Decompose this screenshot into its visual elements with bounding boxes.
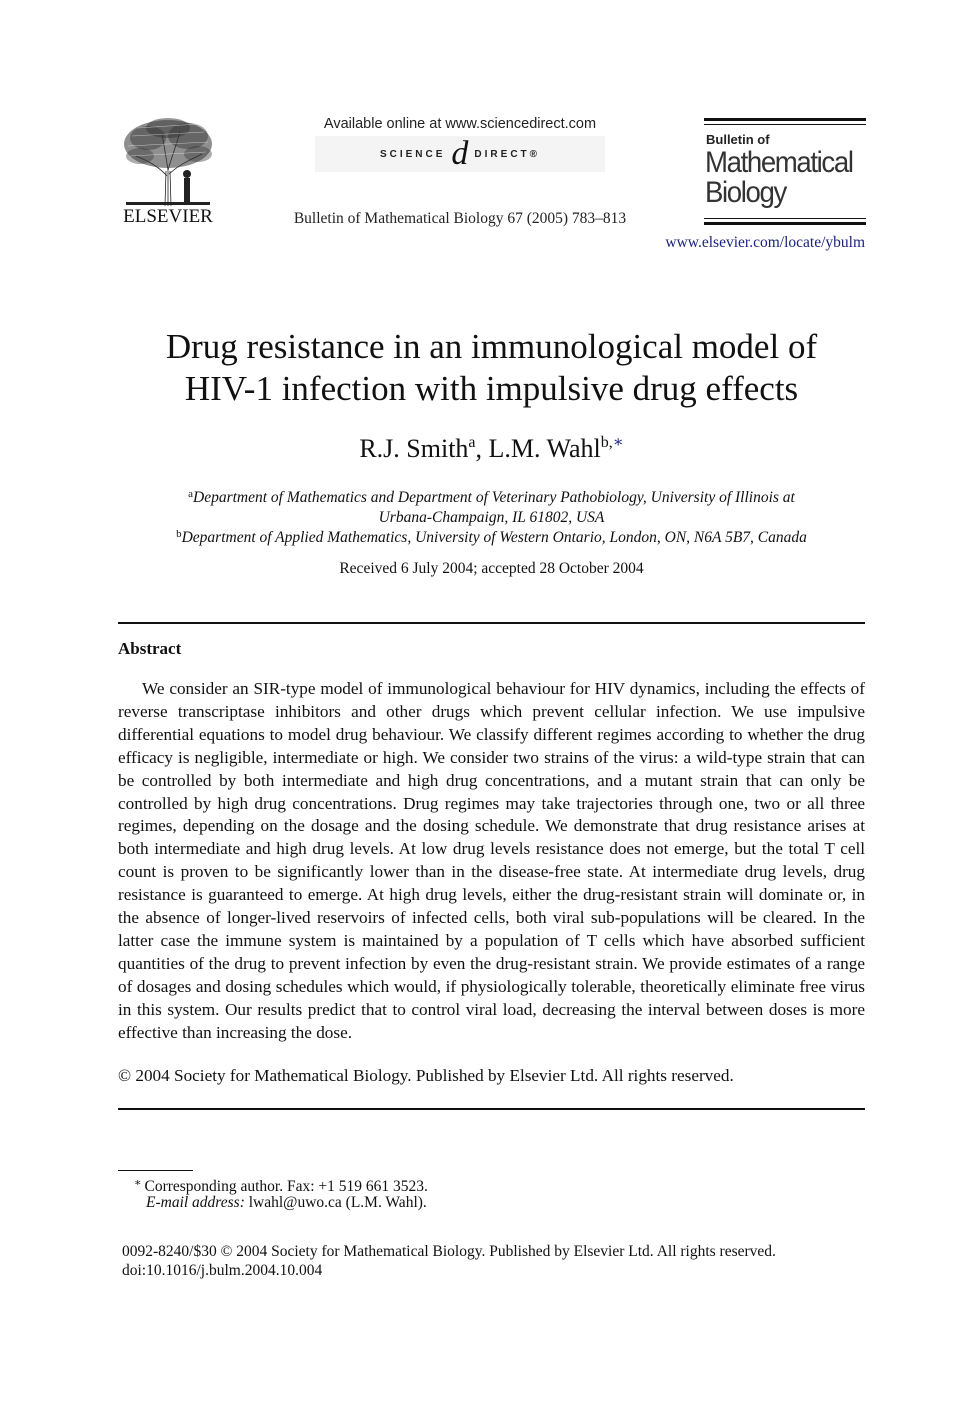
- sciencedirect-logo: [315, 136, 605, 172]
- logo-rule: [704, 118, 866, 121]
- logo-rule: [704, 222, 866, 225]
- author-2-affil-letter: b,: [600, 434, 613, 451]
- author-1: R.J. Smith: [359, 434, 469, 463]
- author-separator: ,: [475, 434, 489, 463]
- abstract-heading: Abstract: [118, 639, 182, 658]
- doi-line[interactable]: doi:10.1016/j.bulm.2004.10.004: [122, 1262, 323, 1279]
- abstract-body: We consider an SIR-type model of immunological behaviour for HIV dynamics, including the effects of reverse transcriptase inhibitors and other drugs which prevent cellular infection. We use impulsive differential equations to model drug behaviour. We classify different regimes according to whether the drug efficacy is negligible, intermediate or high. We consider two strains of the virus: a wild-type strain that can be controlled by both intermediate and high drug concentrations, and a mutant strain that can only be controlled by high drug concentrations. Drug regimes may take trajectories through one, two or all three regimes, depending on the dosage and the dosing schedule. We demonstrate that drug resistance arises at both intermediate and high drug levels. At low drug levels resistance does not emerge, but the total T cell count is proven to be significantly lower than in the disease-free state. At intermediate drug levels, drug resistance is guaranteed to emerge. At high drug levels, either the drug-resistant strain will dominate or, in the absence of longer-lived reservoirs of infected cells, both viral sub-populations will be cleared. In the latter case the immune system is maintained by a population of T cells which have absorbed sufficient quantities of the drug to prevent infection by even the drug-resistant strain. We provide estimates of a range of dosages and dosing schedules which would, if physiologically tolerable, theoretically eliminate free virus in this system. Our results predict that to control viral load, decreasing the interval between doses is more effective than increasing the dose.: [118, 679, 865, 1042]
- author-2: L.M. Wahl: [488, 434, 601, 463]
- affiliation-b-mark: b: [176, 528, 182, 540]
- journal-reference: Bulletin of Mathematical Biology 67 (2005) 783–813: [293, 210, 627, 227]
- corresponding-author-link[interactable]: ∗: [612, 434, 624, 451]
- journal-logo: [704, 118, 866, 228]
- affiliation-a-mark: a: [188, 488, 194, 500]
- affiliation-a-line1: Department of Mathematics and Department of Veterinary Pathobiology, University of Illinois at: [193, 489, 795, 506]
- footnote-rule: [118, 1170, 193, 1171]
- footnote-mark: ∗: [134, 1177, 142, 1189]
- article-title: [118, 326, 865, 410]
- footnote-corresponding: [134, 1176, 428, 1196]
- logo-rule: [704, 218, 866, 219]
- author-list: [118, 432, 865, 464]
- sciencedirect-right: DIRECT®: [474, 148, 541, 160]
- footnote-email: [146, 1194, 427, 1212]
- author-1-affil-mark: a: [468, 434, 476, 451]
- title-line-1: Drug resistance in an immunological model of: [165, 327, 818, 366]
- email-address[interactable]: lwahl@uwo.ca (L.M. Wahl).: [244, 1194, 427, 1211]
- abstract-copyright: © 2004 Society for Mathematical Biology. Published by Elsevier Ltd. All rights reserved.: [118, 1066, 734, 1085]
- journal-logo-line1: Bulletin of: [706, 132, 770, 147]
- sciencedirect-banner[interactable]: [300, 116, 620, 172]
- journal-url-link[interactable]: www.elsevier.com/locate/ybulm: [665, 234, 865, 251]
- journal-logo-line3: Biology: [705, 176, 786, 209]
- email-label: E-mail address:: [146, 1194, 245, 1211]
- received-dates: Received 6 July 2004; accepted 28 October 2004: [339, 560, 644, 577]
- affiliation-a: [118, 484, 865, 528]
- publisher-name: ELSEVIER: [123, 206, 213, 227]
- sciencedirect-left: SCIENCE: [379, 148, 446, 160]
- issn-line: 0092-8240/$30 © 2004 Society for Mathematical Biology. Published by Elsevier Ltd. All rights reserved.: [122, 1243, 776, 1260]
- logo-rule: [704, 124, 866, 125]
- affiliation-b: [118, 524, 865, 548]
- affiliation-a-line2: Urbana-Champaign, IL 61802, USA: [378, 509, 605, 526]
- available-online-text: Available online at www.sciencedirect.com: [323, 116, 597, 132]
- front-matter: [122, 1242, 776, 1280]
- journal-logo-line2: Mathematical: [705, 146, 853, 179]
- footnote-corresponding-text: Corresponding author. Fax: +1 519 661 3523.: [144, 1178, 428, 1195]
- abstract-bottom-rule: [118, 1108, 865, 1110]
- sciencedirect-at-symbol: d: [451, 135, 469, 172]
- title-line-2: HIV-1 infection with impulsive drug effects: [184, 369, 799, 408]
- abstract-top-rule: [118, 622, 865, 624]
- affiliation-b-text: Department of Applied Mathematics, University of Western Ontario, London, ON, N6A 5B7, Canada: [181, 529, 807, 546]
- author-2-affil-mark: [601, 434, 624, 451]
